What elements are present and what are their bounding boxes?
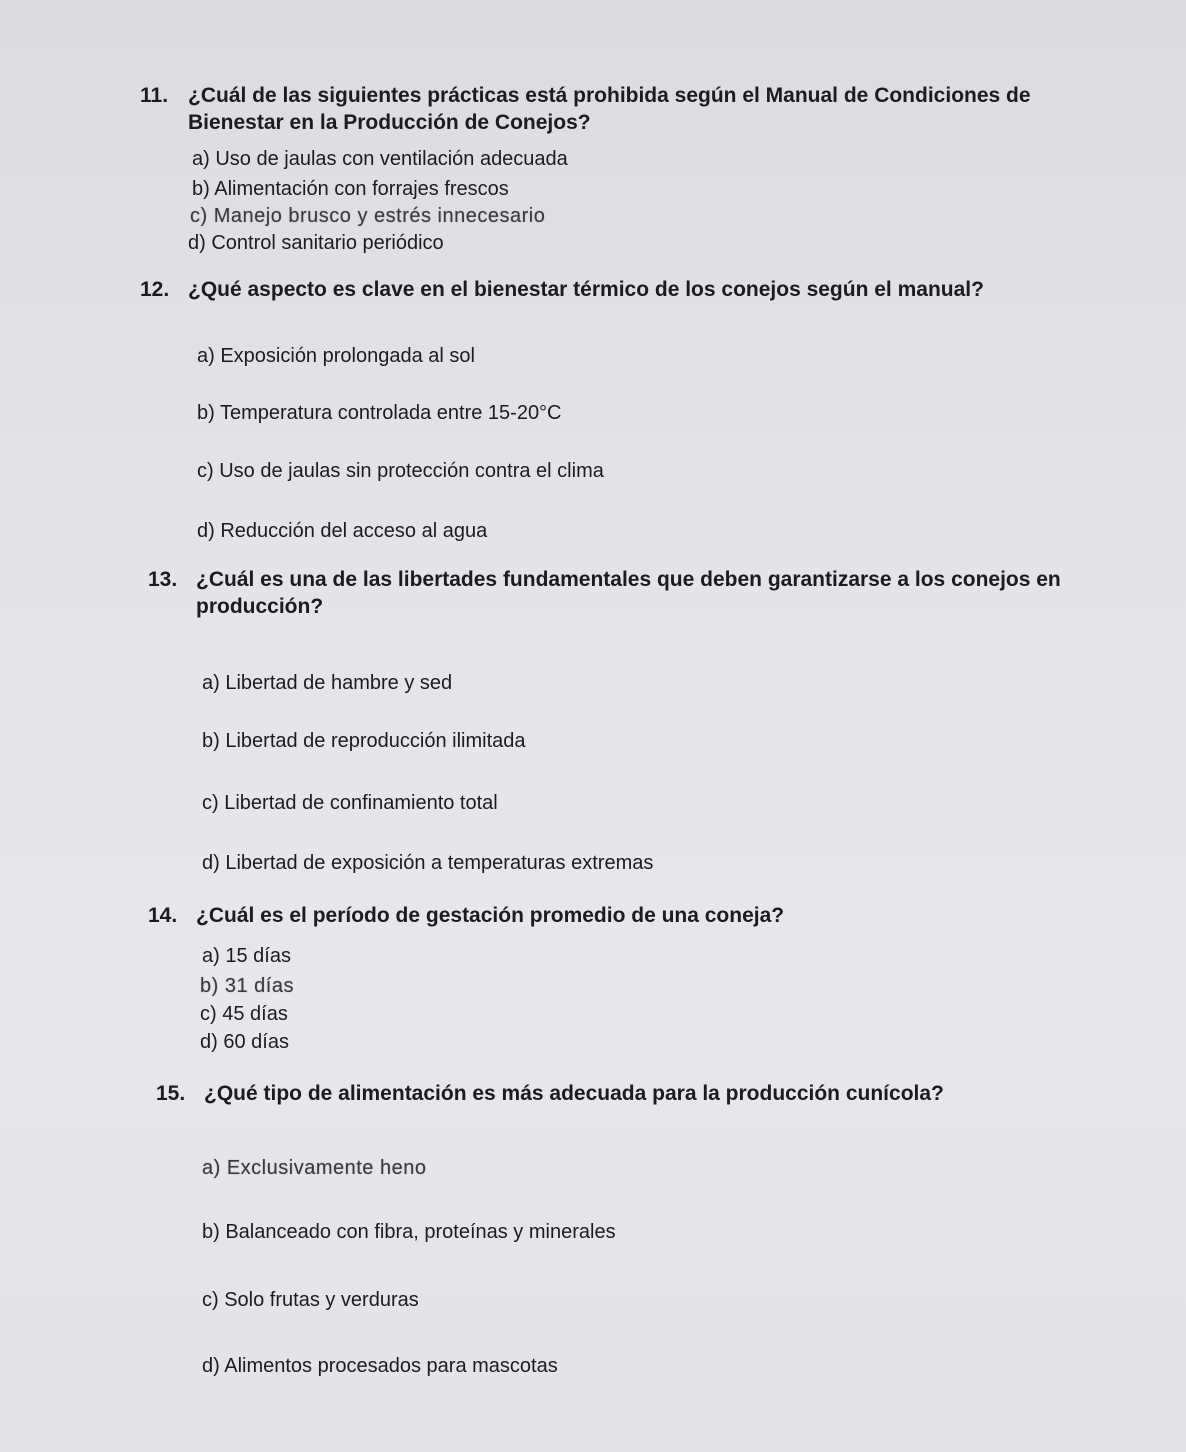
option-a: a) Exposición prolongada al sol xyxy=(197,345,475,367)
option-c: c) 45 días xyxy=(200,1003,288,1025)
option-b: b) 31 días xyxy=(200,975,294,997)
question-14 xyxy=(140,902,1120,1053)
option-b: b) Alimentación con forrajes frescos xyxy=(192,178,509,200)
option-a: a) Uso de jaulas con ventilación adecuada xyxy=(192,148,568,170)
question-body: ¿Qué aspecto es clave en el bienestar térmico de los conejos según el manual? xyxy=(188,278,984,301)
option-a: a) 15 días xyxy=(202,945,291,967)
option-d: d) Control sanitario periódico xyxy=(188,232,444,254)
question-body: ¿Qué tipo de alimentación es más adecuada para la producción cunícola? xyxy=(204,1082,944,1105)
option-d: d) Libertad de exposición a temperaturas extremas xyxy=(202,852,654,874)
question-number: 14. xyxy=(148,904,178,927)
option-d: d) 60 días xyxy=(200,1031,289,1053)
question-text xyxy=(140,276,1120,303)
option-d: d) Alimentos procesados para mascotas xyxy=(202,1355,558,1377)
option-d: d) Reducción del acceso al agua xyxy=(197,520,488,542)
question-11 xyxy=(140,82,1120,254)
option-a: a) Libertad de hambre y sed xyxy=(202,672,453,694)
question-body: ¿Cuál es el período de gestación promedio de una coneja? xyxy=(196,904,785,927)
question-12 xyxy=(140,276,1120,542)
question-body: ¿Cuál de las siguientes prácticas está prohibida según el Manual de Condiciones de Bienestar en la Producción de Conejos? xyxy=(188,84,1031,134)
option-b: b) Temperatura controlada entre 15-20°C xyxy=(197,402,562,424)
option-c: c) Libertad de confinamiento total xyxy=(202,792,498,814)
option-c: c) Manejo brusco y estrés innecesario xyxy=(190,205,546,227)
question-text xyxy=(140,1080,1120,1107)
question-number: 12. xyxy=(140,278,170,301)
option-c: c) Solo frutas y verduras xyxy=(202,1289,419,1311)
question-15 xyxy=(140,1080,1120,1377)
question-number: 13. xyxy=(148,568,178,591)
question-text xyxy=(140,566,1120,620)
question-text xyxy=(140,82,1120,136)
option-a: a) Exclusivamente heno xyxy=(202,1157,427,1179)
question-number: 11. xyxy=(140,84,169,107)
question-number: 15. xyxy=(156,1082,186,1105)
option-b: b) Libertad de reproducción ilimitada xyxy=(202,730,526,752)
option-b: b) Balanceado con fibra, proteínas y minerales xyxy=(202,1221,616,1243)
option-c: c) Uso de jaulas sin protección contra el clima xyxy=(197,460,604,482)
question-13 xyxy=(140,566,1120,874)
question-body: ¿Cuál es una de las libertades fundamentales que deben garantizarse a los conejos en producción? xyxy=(196,568,1061,618)
question-text xyxy=(140,902,1120,929)
